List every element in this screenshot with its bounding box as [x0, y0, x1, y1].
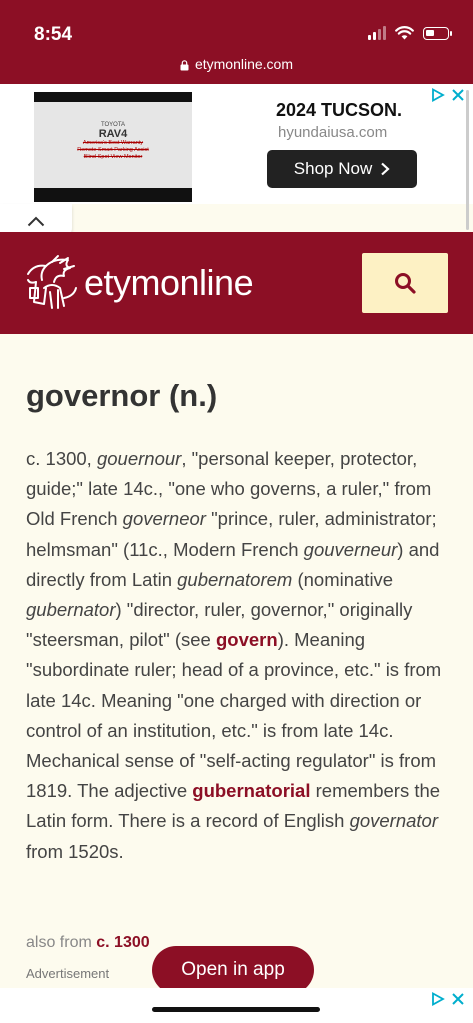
- italic-term: governeor: [122, 508, 206, 530]
- ad-video-feature: Blind-Spot View Monitor: [83, 154, 143, 160]
- close-icon[interactable]: [451, 992, 465, 1006]
- ad-video-model: RAV4: [98, 128, 128, 140]
- entry-content: [26, 378, 446, 867]
- search-button[interactable]: [362, 253, 448, 313]
- url-bar[interactable]: [0, 56, 473, 72]
- scrollbar[interactable]: [466, 90, 469, 230]
- italic-term: gouernour: [96, 448, 182, 469]
- ad-video-frame: [34, 102, 192, 188]
- site-header: [0, 232, 473, 334]
- ad-video-brand: TOYOTA: [100, 122, 126, 128]
- ad-domain[interactable]: hyundaiusa.com: [278, 124, 388, 141]
- status-time: 8:54: [34, 24, 73, 45]
- adchoices-icon[interactable]: [431, 992, 445, 1006]
- status-icons: [368, 26, 449, 40]
- ad-video-feature: America's Best Warranty: [82, 140, 144, 146]
- adchoices-icon[interactable]: [431, 88, 445, 102]
- advertisement-label: Advertisement: [26, 966, 110, 981]
- also-from-date-link[interactable]: c. 1300: [96, 934, 150, 951]
- battery-icon: [423, 27, 449, 40]
- home-indicator[interactable]: [152, 1007, 320, 1012]
- also-from: [26, 934, 150, 952]
- adchoices[interactable]: [431, 88, 465, 102]
- ad-cta-label: Shop Now: [293, 159, 373, 178]
- ad-headline[interactable]: 2024 TUCSON.: [276, 100, 403, 120]
- lock-icon: [180, 60, 189, 71]
- cross-reference-link-govern[interactable]: govern: [216, 629, 278, 651]
- italic-term: gubernator: [26, 599, 116, 621]
- cross-reference-link-gubernatorial[interactable]: gubernatorial: [192, 780, 311, 802]
- ad-shop-now-button[interactable]: [267, 150, 417, 188]
- winged-lion-logo-icon[interactable]: [24, 254, 80, 312]
- italic-term: gouverneur: [303, 538, 398, 560]
- italic-term: governator: [349, 810, 439, 832]
- search-icon: [394, 272, 416, 294]
- ad-video-feature: Remote Smart Parking Assist: [77, 147, 149, 153]
- logo-text[interactable]: etymonline: [84, 262, 254, 303]
- entry-title: governor (n.): [26, 378, 218, 413]
- chevron-right-icon: [380, 162, 390, 176]
- wifi-icon: [395, 26, 414, 40]
- top-advertisement[interactable]: [0, 84, 473, 204]
- also-from-label: also from: [26, 934, 92, 951]
- bottom-advertisement[interactable]: [0, 988, 473, 1023]
- italic-term: gubernatorem: [177, 568, 293, 590]
- adchoices[interactable]: [431, 992, 465, 1006]
- url-text: etymonline.com: [194, 56, 294, 72]
- signal-icon: [368, 26, 386, 40]
- chevron-up-icon: [27, 216, 45, 227]
- close-icon[interactable]: [451, 88, 465, 102]
- open-in-app-button[interactable]: Open in app: [152, 946, 314, 994]
- ad-video[interactable]: [34, 92, 192, 202]
- status-bar: [0, 0, 473, 84]
- entry-definition: c. 1300, gouernour, "personal keeper, protector, guide;" late 14c., "one who governs, a ruler," from Old French governeor "prince, ruler, administrator; helmsman" (11c., Modern French gouverneur) and directly from Latin gubernatorem (nominative gubernator) "director, ruler, governor," originally "steersman, pilot" (see govern). Meaning "subordinate ruler; head of a province, etc." is from late 14c. Meaning "one charged with direction or control of an institution, etc." is from late 14c. Mechanical sense of "self-acting regulator" is from 1819. The adjective gubernatorial remembers the Latin form. There is a record of English governator from 1520s.: [26, 448, 442, 862]
